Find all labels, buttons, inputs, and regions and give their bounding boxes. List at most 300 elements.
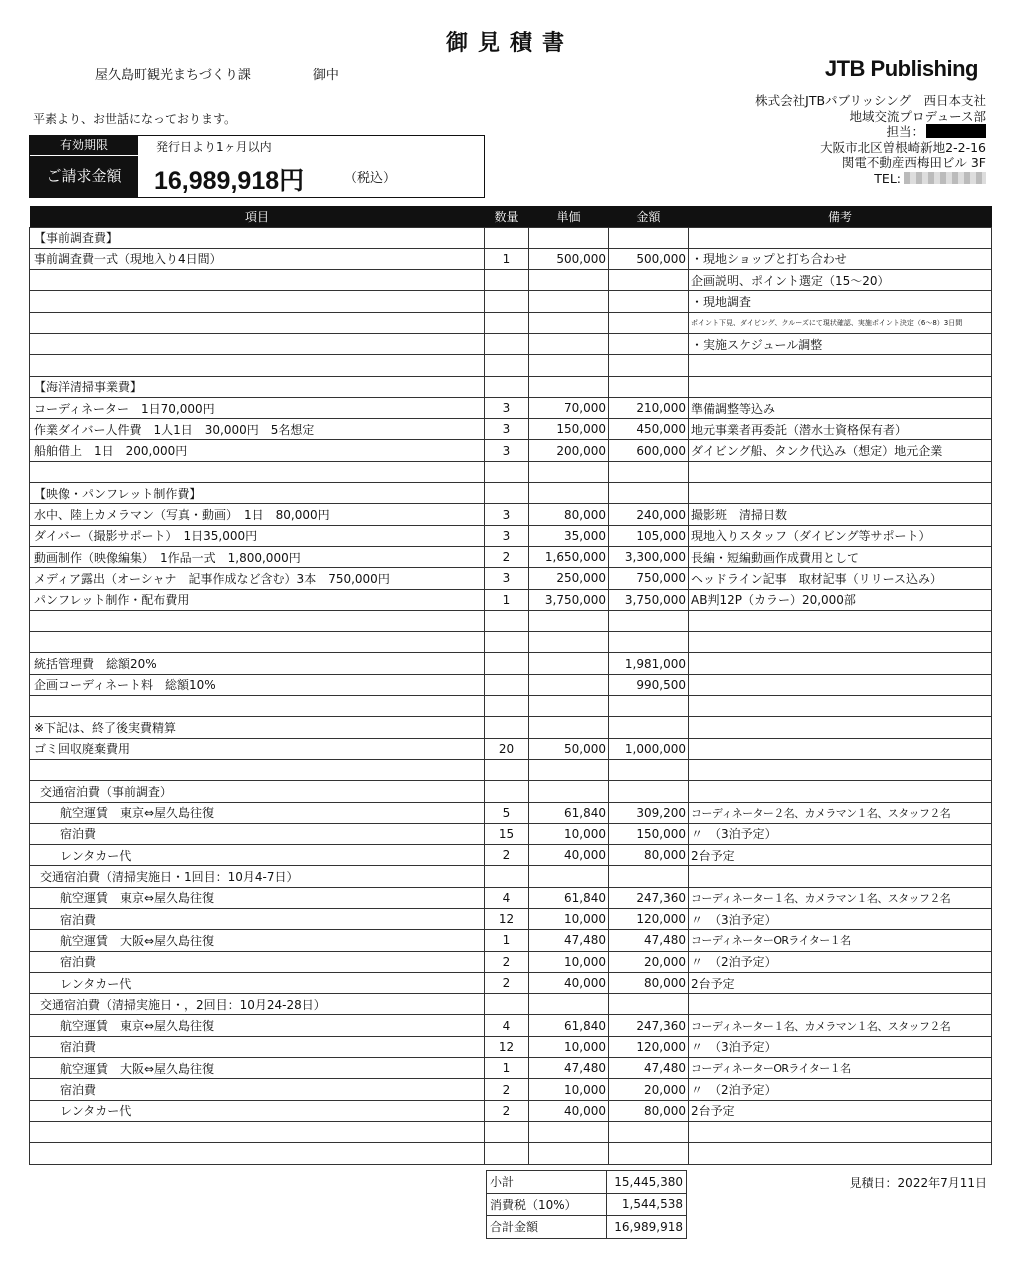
table-row (30, 461, 992, 482)
amount-label: ご請求金額 (30, 156, 138, 197)
unit-price-cell: 47,480 (529, 1058, 609, 1079)
note-cell: 〃 （3泊予定） (689, 1036, 992, 1057)
item-cell (30, 696, 485, 717)
amount-cell: 240,000 (609, 504, 689, 525)
table-row (30, 270, 992, 291)
item-cell: ダイバー（撮影サポート） 1日35,000円 (30, 525, 485, 546)
item-cell: コーディネーター 1日70,000円 (30, 397, 485, 418)
amount-cell (609, 717, 689, 738)
company-line: 関電不動産西梅田ビル 3F (841, 155, 986, 170)
item-cell: パンフレット制作・配布費用 (30, 589, 485, 610)
note-cell: コーディネーター１名、カメラマン１名、スタッフ２名 (689, 1015, 992, 1036)
unit-price-cell: 61,840 (529, 887, 609, 908)
qty-cell (485, 312, 529, 333)
tax-note: （税込） (344, 171, 397, 186)
qty-cell: 3 (485, 568, 529, 589)
item-cell (30, 1121, 485, 1142)
table-row (30, 759, 992, 780)
qty-cell (485, 866, 529, 887)
note-cell (689, 632, 992, 653)
amount-cell (609, 312, 689, 333)
amount-cell: 80,000 (609, 845, 689, 866)
unit-price-cell (529, 759, 609, 780)
item-cell (30, 610, 485, 631)
unit-price-cell (529, 1121, 609, 1142)
qty-cell: 3 (485, 397, 529, 418)
company-info (755, 93, 986, 186)
item-cell: 交通宿泊費（事前調査） (30, 781, 485, 802)
amount-cell: 600,000 (609, 440, 689, 461)
item-cell: 船舶借上 1日 200,000円 (30, 440, 485, 461)
note-cell: 2台予定 (689, 972, 992, 993)
person-label: 担当： (886, 124, 924, 139)
item-cell (30, 270, 485, 291)
qty-cell (485, 1121, 529, 1142)
qty-cell (485, 355, 529, 376)
note-cell: 〃 （3泊予定） (689, 909, 992, 930)
qty-cell: 4 (485, 1015, 529, 1036)
unit-price-cell: 35,000 (529, 525, 609, 546)
qty-cell (485, 333, 529, 354)
table-row (30, 1036, 992, 1057)
amount-cell: 1,000,000 (609, 738, 689, 759)
table-row (30, 227, 992, 248)
note-cell: ダイビング船、タンク代込み（想定）地元企業 (689, 440, 992, 461)
unit-price-cell (529, 291, 609, 312)
note-cell: ・実施スケジュール調整 (689, 333, 992, 354)
note-cell: 準備調整等込み (689, 397, 992, 418)
table-row (30, 525, 992, 546)
unit-price-cell: 70,000 (529, 397, 609, 418)
item-cell: 宿泊費 (30, 951, 485, 972)
table-row (30, 1100, 992, 1121)
item-cell: 交通宿泊費（清掃実施日・，2回目：10月24-28日） (30, 994, 485, 1015)
table-row (30, 546, 992, 567)
addressee (95, 64, 339, 83)
amount-cell: 80,000 (609, 972, 689, 993)
note-cell (689, 738, 992, 759)
unit-price-cell: 80,000 (529, 504, 609, 525)
unit-price-cell: 250,000 (529, 568, 609, 589)
table-row (30, 504, 992, 525)
amount-cell: 47,480 (609, 930, 689, 951)
unit-price-cell (529, 312, 609, 333)
table-row (30, 717, 992, 738)
totals-table (486, 1170, 687, 1239)
qty-cell: 1 (485, 1058, 529, 1079)
unit-price-cell (529, 717, 609, 738)
note-cell (689, 781, 992, 802)
unit-price-cell (529, 333, 609, 354)
item-cell (30, 759, 485, 780)
unit-price-cell: 3,750,000 (529, 589, 609, 610)
unit-price-cell: 10,000 (529, 1036, 609, 1057)
total-row (487, 1216, 687, 1239)
note-cell: 2台予定 (689, 1100, 992, 1121)
note-cell (689, 653, 992, 674)
unit-price-cell (529, 376, 609, 397)
unit-price-cell (529, 696, 609, 717)
greeting-text: 平素より、お世話になっております。 (33, 112, 237, 126)
qty-cell (485, 653, 529, 674)
amount-cell (609, 227, 689, 248)
subtotal-label: 小計 (487, 1171, 607, 1194)
table-row (30, 866, 992, 887)
note-cell: AB判12P（カラー）20,000部 (689, 589, 992, 610)
qty-cell (485, 483, 529, 504)
table-row (30, 312, 992, 333)
amount-cell: 309,200 (609, 802, 689, 823)
table-row (30, 653, 992, 674)
note-cell: ポイント下見、ダイビング、クルーズにて現状確認、実施ポイント決定（6～8）3日間 (689, 312, 992, 333)
redacted-name (926, 124, 986, 138)
item-cell: 作業ダイバー人件費 1人1日 30,000円 5名想定 (30, 419, 485, 440)
note-cell (689, 696, 992, 717)
amount-cell: 20,000 (609, 951, 689, 972)
table-header-row (30, 206, 992, 227)
qty-cell (485, 376, 529, 397)
qty-cell (485, 1143, 529, 1164)
addressee-name: 屋久島町観光まちづくり課 (95, 68, 251, 83)
total-label: 合計金額 (487, 1216, 607, 1239)
qty-cell (485, 632, 529, 653)
amount-cell: 450,000 (609, 419, 689, 440)
note-cell: 企画説明、ポイント選定（15～20） (689, 270, 992, 291)
amount-cell (609, 483, 689, 504)
table-row (30, 333, 992, 354)
qty-cell: 20 (485, 738, 529, 759)
unit-price-cell: 61,840 (529, 1015, 609, 1036)
header-unit: 単価 (529, 206, 609, 227)
amount-cell: 3,750,000 (609, 589, 689, 610)
table-row (30, 781, 992, 802)
amount-cell: 750,000 (609, 568, 689, 589)
qty-cell: 2 (485, 845, 529, 866)
item-cell: レンタカー代 (30, 972, 485, 993)
header-item: 項目 (30, 206, 485, 227)
amount-cell: 120,000 (609, 909, 689, 930)
table-row (30, 994, 992, 1015)
qty-cell (485, 270, 529, 291)
table-row (30, 972, 992, 993)
table-row (30, 845, 992, 866)
item-cell: 統括管理費 総額20% (30, 653, 485, 674)
unit-price-cell (529, 632, 609, 653)
unit-price-cell: 61,840 (529, 802, 609, 823)
item-cell: メディア露出（オーシャナ 記事作成など含む）3本 750,000円 (30, 568, 485, 589)
table-row (30, 355, 992, 376)
amount-cell: 500,000 (609, 248, 689, 269)
note-cell (689, 866, 992, 887)
company-line: 株式会社JTBパブリッシング 西日本支社 (755, 93, 986, 108)
company-line: 大阪市北区曽根崎新地2-2-16 (820, 139, 986, 155)
unit-price-cell: 200,000 (529, 440, 609, 461)
item-cell: 航空運賃 大阪⇔屋久島往復 (30, 1058, 485, 1079)
amount-cell: 1,981,000 (609, 653, 689, 674)
note-cell: 撮影班 清掃日数 (689, 504, 992, 525)
unit-price-cell: 500,000 (529, 248, 609, 269)
qty-cell (485, 781, 529, 802)
note-cell (689, 355, 992, 376)
subtotal-row (487, 1171, 687, 1194)
note-cell: コーディネーターORライター１名 (689, 1058, 992, 1079)
unit-price-cell (529, 994, 609, 1015)
unit-price-cell (529, 270, 609, 291)
header-qty: 数量 (485, 206, 529, 227)
note-cell (689, 610, 992, 631)
redacted-phone (904, 172, 986, 184)
tax-label: 消費税（10%） (487, 1193, 607, 1216)
table-row (30, 674, 992, 695)
item-cell: 水中、陸上カメラマン（写真・動画） 1日 80,000円 (30, 504, 485, 525)
amount-cell: 247,360 (609, 1015, 689, 1036)
unit-price-cell: 40,000 (529, 1100, 609, 1121)
item-cell (30, 1143, 485, 1164)
note-cell (689, 1121, 992, 1142)
amount-cell (609, 759, 689, 780)
note-cell (689, 461, 992, 482)
amount-value: 16,989,918円 (154, 167, 305, 195)
header-amount: 金額 (609, 206, 689, 227)
item-cell: 動画制作（映像編集） 1作品一式 1,800,000円 (30, 546, 485, 567)
unit-price-cell (529, 1143, 609, 1164)
note-cell: 〃 （3泊予定） (689, 823, 992, 844)
amount-cell: 80,000 (609, 1100, 689, 1121)
table-row (30, 376, 992, 397)
addressee-suffix: 御中 (312, 68, 339, 83)
note-cell (689, 674, 992, 695)
table-row (30, 291, 992, 312)
qty-cell: 12 (485, 909, 529, 930)
table-row (30, 440, 992, 461)
amount-cell: 150,000 (609, 823, 689, 844)
qty-cell (485, 461, 529, 482)
table-row (30, 568, 992, 589)
note-cell (689, 376, 992, 397)
company-line: 地域交流プロデュース部 (849, 108, 986, 124)
note-cell (689, 717, 992, 738)
company-line (755, 124, 986, 140)
qty-cell: 1 (485, 930, 529, 951)
table-row (30, 1015, 992, 1036)
note-cell: コーディネーターORライター１名 (689, 930, 992, 951)
validity-label: 有効期限 (30, 136, 138, 155)
item-cell: 航空運賃 大阪⇔屋久島往復 (30, 930, 485, 951)
estimate-date: 見積日：2022年7月11日 (849, 1176, 987, 1190)
unit-price-cell: 47,480 (529, 930, 609, 951)
unit-price-cell (529, 483, 609, 504)
note-cell: 〃 （2泊予定） (689, 951, 992, 972)
amount-cell (609, 1143, 689, 1164)
item-cell (30, 333, 485, 354)
item-cell: 企画コーディネート料 総額10% (30, 674, 485, 695)
table-row (30, 1121, 992, 1142)
item-cell (30, 632, 485, 653)
amount-cell: 105,000 (609, 525, 689, 546)
note-cell: 現地入りスタッフ（ダイビング等サポート） (689, 525, 992, 546)
amount-cell: 3,300,000 (609, 546, 689, 567)
item-cell: 【事前調査費】 (30, 227, 485, 248)
qty-cell: 12 (485, 1036, 529, 1057)
unit-price-cell: 10,000 (529, 823, 609, 844)
amount-cell: 247,360 (609, 887, 689, 908)
amount-cell: 210,000 (609, 397, 689, 418)
amount-cell (609, 291, 689, 312)
table-row (30, 1079, 992, 1100)
note-cell: 2台予定 (689, 845, 992, 866)
amount-cell: 120,000 (609, 1036, 689, 1057)
qty-cell: 2 (485, 972, 529, 993)
table-row (30, 589, 992, 610)
table-row (30, 738, 992, 759)
tax-value: 1,544,538 (607, 1193, 687, 1216)
amount-cell (609, 781, 689, 802)
unit-price-cell (529, 781, 609, 802)
note-cell (689, 994, 992, 1015)
item-cell (30, 312, 485, 333)
qty-cell (485, 696, 529, 717)
qty-cell: 1 (485, 589, 529, 610)
item-cell: 航空運賃 東京⇔屋久島往復 (30, 887, 485, 908)
table-row (30, 909, 992, 930)
item-cell: 宿泊費 (30, 1036, 485, 1057)
amount-cell: 990,500 (609, 674, 689, 695)
table-row (30, 951, 992, 972)
item-cell: レンタカー代 (30, 845, 485, 866)
note-cell (689, 483, 992, 504)
amount-cell (609, 355, 689, 376)
item-cell: 宿泊費 (30, 909, 485, 930)
estimate-table (29, 206, 992, 1165)
unit-price-cell: 150,000 (529, 419, 609, 440)
item-cell (30, 291, 485, 312)
qty-cell: 3 (485, 504, 529, 525)
table-row (30, 823, 992, 844)
qty-cell: 1 (485, 248, 529, 269)
amount-cell (609, 1121, 689, 1142)
amount-cell: 47,480 (609, 1058, 689, 1079)
qty-cell: 3 (485, 525, 529, 546)
note-cell: 長編・短編動画作成費用として (689, 546, 992, 567)
qty-cell (485, 994, 529, 1015)
table-row (30, 632, 992, 653)
note-cell (689, 759, 992, 780)
unit-price-cell (529, 866, 609, 887)
qty-cell (485, 227, 529, 248)
item-cell (30, 461, 485, 482)
unit-price-cell: 50,000 (529, 738, 609, 759)
qty-cell: 2 (485, 951, 529, 972)
tax-row (487, 1193, 687, 1216)
qty-cell: 2 (485, 1079, 529, 1100)
table-row (30, 1058, 992, 1079)
unit-price-cell (529, 355, 609, 376)
unit-price-cell (529, 653, 609, 674)
qty-cell: 2 (485, 1100, 529, 1121)
unit-price-cell (529, 227, 609, 248)
header-note: 備考 (689, 206, 992, 227)
item-cell: 宿泊費 (30, 823, 485, 844)
qty-cell: 3 (485, 440, 529, 461)
tel-label: TEL: (874, 170, 901, 186)
amount-cell: 20,000 (609, 1079, 689, 1100)
note-cell: 地元事業者再委託（潜水士資格保有者） (689, 419, 992, 440)
item-cell: 【映像・パンフレット制作費】 (30, 483, 485, 504)
qty-cell: 3 (485, 419, 529, 440)
table-row (30, 610, 992, 631)
amount-cell (609, 376, 689, 397)
validity-value: 発行日より1ヶ月以内 (156, 140, 272, 154)
table-row (30, 887, 992, 908)
company-line (755, 171, 986, 187)
amount-cell (609, 994, 689, 1015)
note-cell: ・現地ショップと打ち合わせ (689, 248, 992, 269)
note-cell (689, 1143, 992, 1164)
unit-price-cell: 10,000 (529, 1079, 609, 1100)
qty-cell (485, 717, 529, 738)
qty-cell (485, 291, 529, 312)
qty-cell (485, 759, 529, 780)
note-cell: ・現地調査 (689, 291, 992, 312)
table-row (30, 930, 992, 951)
table-row (30, 248, 992, 269)
table-row (30, 419, 992, 440)
unit-price-cell: 10,000 (529, 909, 609, 930)
item-cell (30, 355, 485, 376)
unit-price-cell: 40,000 (529, 845, 609, 866)
unit-price-cell: 40,000 (529, 972, 609, 993)
note-cell (689, 227, 992, 248)
note-cell: コーディネーター２名、カメラマン１名、スタッフ２名 (689, 802, 992, 823)
amount-cell (609, 632, 689, 653)
note-cell: 〃 （2泊予定） (689, 1079, 992, 1100)
item-cell: ※下記は、終了後実費精算 (30, 717, 485, 738)
qty-cell: 5 (485, 802, 529, 823)
note-cell: ヘッドライン記事 取材記事（リリース込み） (689, 568, 992, 589)
item-cell: 航空運賃 東京⇔屋久島往復 (30, 1015, 485, 1036)
table-row (30, 696, 992, 717)
qty-cell: 4 (485, 887, 529, 908)
unit-price-cell: 1,650,000 (529, 546, 609, 567)
table-row (30, 397, 992, 418)
qty-cell: 15 (485, 823, 529, 844)
item-cell: ゴミ回収廃棄費用 (30, 738, 485, 759)
amount-cell (609, 610, 689, 631)
item-cell: 航空運賃 東京⇔屋久島往復 (30, 802, 485, 823)
amount-cell (609, 866, 689, 887)
unit-price-cell (529, 610, 609, 631)
amount-cell (609, 333, 689, 354)
qty-cell: 2 (485, 546, 529, 567)
item-cell: 宿泊費 (30, 1079, 485, 1100)
amount-cell (609, 696, 689, 717)
item-cell: レンタカー代 (30, 1100, 485, 1121)
company-logo: JTB Publishing (824, 56, 978, 81)
qty-cell (485, 610, 529, 631)
item-cell: 事前調査費一式（現地入り4日間） (30, 248, 485, 269)
qty-cell (485, 674, 529, 695)
unit-price-cell (529, 674, 609, 695)
table-row (30, 802, 992, 823)
total-value: 16,989,918 (607, 1216, 687, 1239)
table-row (30, 483, 992, 504)
summary-box (29, 135, 485, 198)
item-cell: 【海洋清掃事業費】 (30, 376, 485, 397)
unit-price-cell: 10,000 (529, 951, 609, 972)
subtotal-value: 15,445,380 (607, 1171, 687, 1194)
document-title: 御見積書 (445, 31, 574, 56)
amount-cell (609, 270, 689, 291)
